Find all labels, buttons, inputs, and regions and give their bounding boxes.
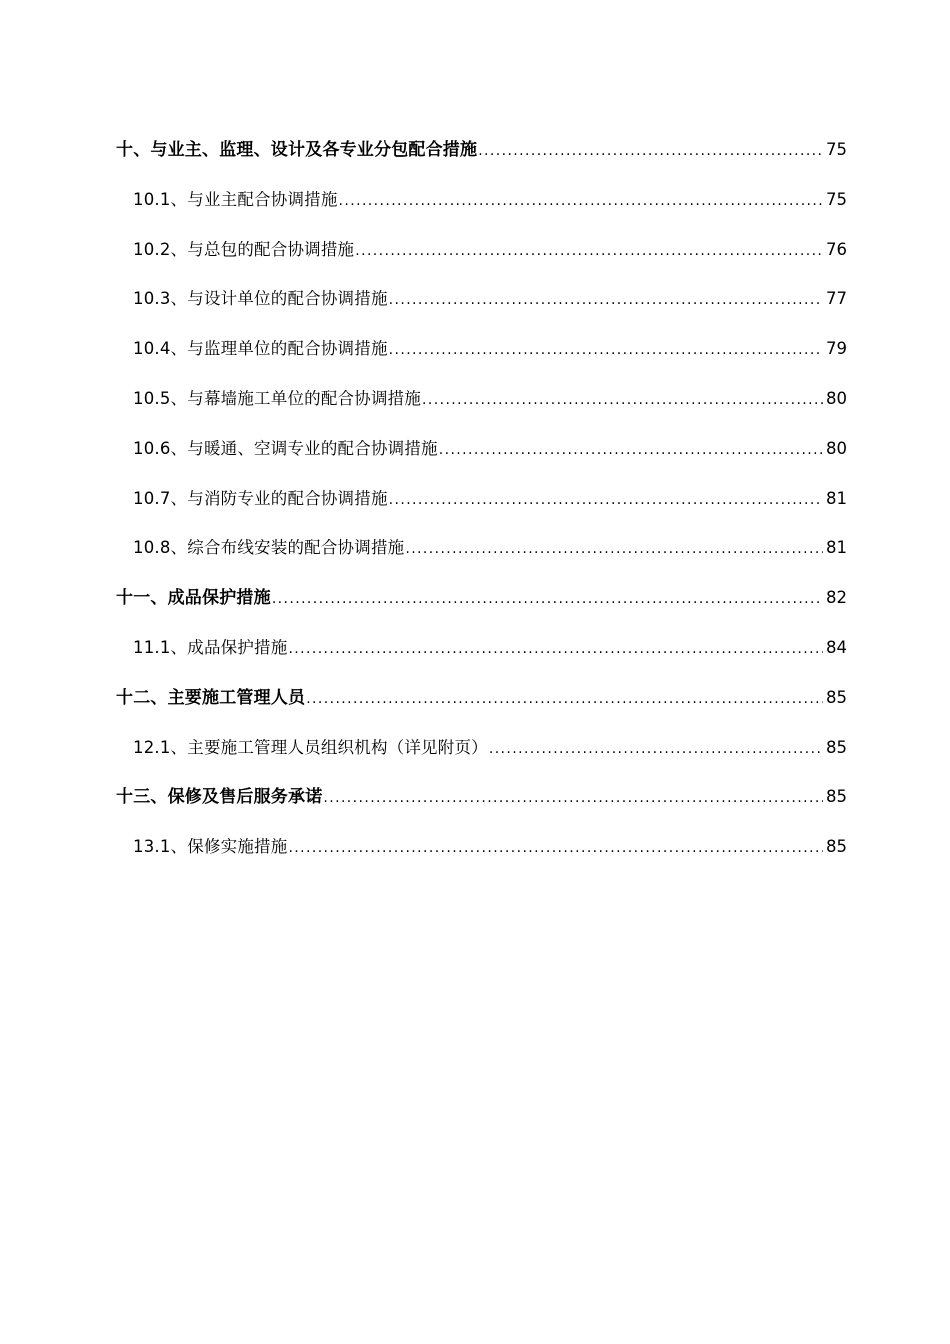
toc-dot-leader [288,828,823,868]
toc-dot-leader [339,181,823,221]
toc-dot-leader [323,778,823,818]
toc-entry[interactable] [116,180,847,230]
toc-page-number: 85 [826,737,847,757]
toc-page-number: 77 [826,289,847,309]
toc-dot-leader [272,579,823,619]
toc-page-number: 81 [826,538,847,558]
toc-dot-leader [389,280,823,320]
toc-entry-title: 11.1、成品保护措施 [133,637,288,657]
toc-entry[interactable] [116,279,847,329]
toc-dot-leader [405,529,823,569]
toc-entry[interactable] [116,479,847,529]
toc-page-number: 75 [826,189,847,209]
toc-page-number: 85 [826,837,847,857]
toc-dot-leader [306,679,823,719]
toc-entry-title: 10.7、与消防专业的配合协调措施 [133,488,388,508]
toc-entry[interactable] [116,130,847,180]
toc-dot-leader [355,231,823,271]
toc-entry-title: 10.6、与暖通、空调专业的配合协调措施 [133,438,438,458]
toc-page-number: 84 [826,637,847,657]
toc-entry[interactable] [116,329,847,379]
toc-entry-title: 12.1、主要施工管理人员组织机构（详见附页） [133,737,488,757]
toc-entry[interactable] [116,777,847,827]
toc-page-number: 76 [826,239,847,259]
toc-entry[interactable] [116,429,847,479]
toc-page-number: 85 [826,687,847,707]
toc-entry-title: 10.5、与幕墙施工单位的配合协调措施 [133,388,422,408]
toc-entry[interactable] [116,230,847,280]
toc-page-number: 81 [826,488,847,508]
toc-entry-title: 十三、保修及售后服务承诺 [116,787,323,808]
toc-entry-title: 13.1、保修实施措施 [133,837,288,857]
table-of-contents [116,130,847,877]
toc-page-number: 85 [826,787,847,807]
toc-entry-title: 10.1、与业主配合协调措施 [133,189,338,209]
toc-dot-leader [422,380,823,420]
toc-entry[interactable] [116,728,847,778]
toc-dot-leader [389,480,823,520]
toc-page-number: 80 [826,388,847,408]
toc-entry[interactable] [116,379,847,429]
toc-dot-leader [288,629,823,669]
toc-page-number: 82 [826,588,847,608]
toc-entry-title: 10.2、与总包的配合协调措施 [133,239,355,259]
toc-page-number: 80 [826,438,847,458]
toc-dot-leader [489,729,823,769]
toc-entry-title: 十一、成品保护措施 [116,588,271,609]
toc-entry-title: 十二、主要施工管理人员 [116,687,306,708]
toc-entry-title: 十、与业主、监理、设计及各专业分包配合措施 [116,140,478,160]
toc-entry[interactable] [116,578,847,628]
toc-entry-title: 10.8、综合布线安装的配合协调措施 [133,538,405,558]
toc-page-number: 79 [826,339,847,359]
toc-entry[interactable] [116,528,847,578]
toc-entry-title: 10.3、与设计单位的配合协调措施 [133,289,388,309]
toc-entry[interactable] [116,678,847,728]
toc-page-number: 75 [826,140,847,159]
toc-dot-leader [389,330,823,370]
toc-entry[interactable] [116,628,847,678]
toc-entry-title: 10.4、与监理单位的配合协调措施 [133,339,388,359]
toc-dot-leader [439,430,823,470]
toc-dot-leader [478,131,823,171]
toc-entry[interactable] [116,827,847,877]
